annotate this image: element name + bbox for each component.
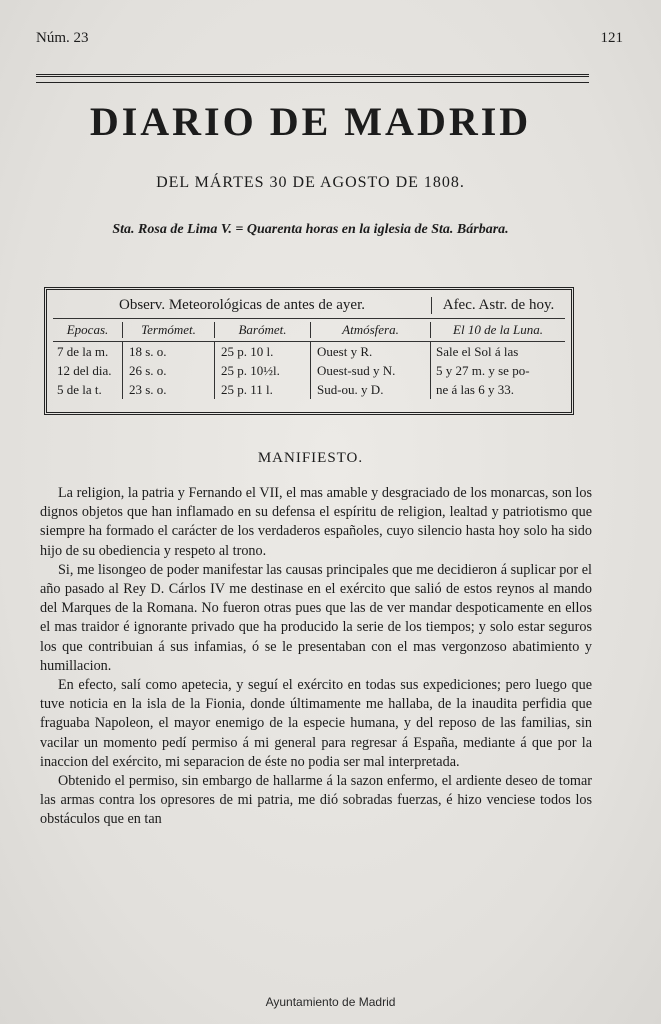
table-cell: 7 de la m. bbox=[53, 342, 123, 361]
table-cell: 23 s. o. bbox=[123, 380, 215, 399]
date-line: DEL MÁRTES 30 DE AGOSTO DE 1808. bbox=[156, 174, 465, 191]
table-cell: 25 p. 11 l. bbox=[215, 380, 311, 399]
column-header: Termómet. bbox=[123, 322, 215, 338]
table-cell: Ouest y R. bbox=[311, 342, 431, 361]
issue-number: Núm. 23 bbox=[36, 30, 89, 46]
column-header: Epocas. bbox=[53, 322, 123, 338]
table-cell: 5 y 27 m. y se po- bbox=[436, 363, 530, 378]
meteo-right-heading: Afec. Astr. de hoy. bbox=[442, 296, 555, 313]
column-header: Barómet. bbox=[215, 322, 311, 338]
top-rule bbox=[36, 82, 589, 83]
table-cell: ne á las 6 y 33. bbox=[436, 382, 514, 397]
table-cell: Ouest-sud y N. bbox=[311, 361, 431, 380]
table-row bbox=[53, 342, 565, 361]
table-cell: 5 de la t. bbox=[53, 380, 123, 399]
meteo-left-heading: Observ. Meteorológicas de antes de ayer. bbox=[53, 297, 432, 314]
table-cell: Sale el Sol á las bbox=[436, 344, 519, 359]
table-cell: 12 del dia. bbox=[53, 361, 123, 380]
article-paragraph: Obtenido el permiso, sin embargo de hallarme á la sazon enfermo, el ardiente deseo de tomar las armas contra los opresores de mi patria, me dió sobradas fuerzas, é hizo venciese todos los obstáculos que en tan bbox=[40, 773, 592, 828]
article-paragraph: Si, me lisongeo de poder manifestar las causas principales que me decidieron á suplicar por el año pasado al Rey D. Cárlos IV me destinase en el exército que salió de estos reynos al mando del Marques de la Romana. No fueron otras pues que las de ver mandar despoticamente en ellos el mas traidor é ignorante privado que ha producido la serie de los tiempos; y solo estar seguros los que contribuian á sus infamias, ó se le presentaban con el mas vergonzoso abatimiento y humillacion. bbox=[40, 561, 592, 674]
article-heading: MANIFIESTO. bbox=[257, 450, 364, 466]
table-row bbox=[53, 361, 565, 380]
column-header: El 10 de la Luna. bbox=[453, 322, 543, 337]
meteo-table-header bbox=[53, 292, 565, 319]
article-body bbox=[40, 484, 592, 830]
top-double-rule bbox=[36, 74, 589, 81]
table-cell: 25 p. 10 l. bbox=[215, 342, 311, 361]
table-cell: 18 s. o. bbox=[123, 342, 215, 361]
saint-line: Sta. Rosa de Lima V. = Quarenta horas en la iglesia de Sta. Bárbara. bbox=[112, 222, 509, 237]
table-row bbox=[53, 380, 565, 399]
article-paragraph: La religion, la patria y Fernando el VII, el mas amable y desgraciado de los monarcas, son los dignos objetos que han inflamado en su defensa el espíritu de religion, lealtad y patriotismo que siempre ha formado el carácter de los verdaderos españoles, cuyo silencio hasta hoy solo ha sido hijo de su obediencia y respeto al trono. bbox=[40, 485, 592, 559]
meteo-column-headers bbox=[53, 319, 565, 342]
table-cell: 25 p. 10½l. bbox=[215, 361, 311, 380]
meteorological-table bbox=[44, 287, 574, 415]
table-cell: Sud-ou. y D. bbox=[311, 380, 431, 399]
newspaper-title: DIARIO DE MADRID bbox=[89, 99, 532, 144]
meteo-rows bbox=[53, 342, 565, 399]
table-cell: 26 s. o. bbox=[123, 361, 215, 380]
column-header: Atmósfera. bbox=[311, 322, 431, 338]
article-paragraph: En efecto, salí como apetecia, y seguí el exército en todas sus expediciones; pero luego que tuve noticia en la isla de la Fionia, donde últimamente me hallaba, de la inaudita perfidia que fraguaba Napoleon, el mayor enemigo de la especie humana, y del reposo de las familias, sin vacilar un momento pedí permiso á mi general para regresar á España, mediante á que por la inaccion del exército, mi separacion de éste no podia ser mal interpretada. bbox=[40, 677, 592, 770]
archive-credit: Ayuntamiento de Madrid bbox=[265, 995, 396, 1009]
page-number: 121 bbox=[600, 30, 623, 46]
